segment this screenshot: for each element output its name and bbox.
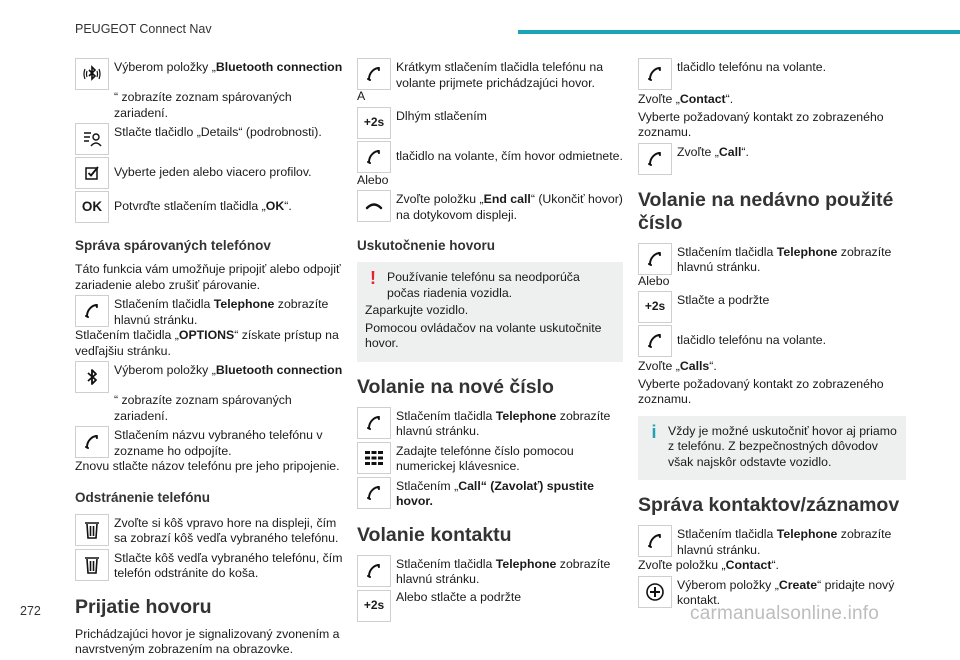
- text-bold: Contact: [725, 558, 772, 572]
- phone-icon: [638, 325, 672, 357]
- select-contact: Vyberte požadovaný kontakt zo zobrazeného zoznamu.: [638, 109, 884, 139]
- column-1: [75, 58, 343, 660]
- text: Zvoľte „: [638, 92, 680, 106]
- text-bold: Create: [778, 577, 818, 592]
- step-trash-2: [75, 549, 343, 582]
- bt2-continue: “ zobrazíte zoznam spárovaných zariadení.: [114, 393, 292, 423]
- text: Výberom položky „: [114, 363, 216, 377]
- phone-icon: [638, 243, 672, 275]
- step-telephone: [357, 407, 623, 440]
- phone-icon: [75, 295, 109, 327]
- plus-2s-icon: +2s: [357, 590, 391, 622]
- keypad-icon: [357, 442, 391, 474]
- watermark: carmanualsonline.info: [690, 603, 880, 624]
- text-bold: Contact: [679, 92, 726, 106]
- text-bold: End call: [483, 192, 531, 206]
- details-text: Stlačte tlačidlo „Details“ (podrobnosti).: [114, 125, 322, 139]
- plus-2s-icon: +2s: [357, 107, 391, 139]
- text: Stlačením tlačidla: [677, 244, 777, 259]
- text-bold: Telephone: [495, 556, 557, 571]
- text: zobrazíte hlavnú stránku.: [114, 297, 329, 327]
- wheel2-text: tlačidlo telefónu na volante.: [677, 333, 827, 347]
- warning-text: Používanie telefónu sa neodporúča počas riadenia vozidla.: [387, 270, 580, 300]
- plus-circle-icon: [638, 576, 672, 608]
- warning-text: Zaparkujte vozidlo.: [365, 303, 469, 317]
- text: zobrazíte hlavnú stránku.: [677, 527, 892, 557]
- step-bt-connection: [75, 361, 343, 393]
- text: Stlačením „: [396, 478, 459, 493]
- step-short-press: [357, 58, 623, 91]
- text: zobrazíte hlavnú stránku.: [677, 244, 892, 274]
- text-bold: OPTIONS: [178, 328, 235, 342]
- header-accent-bar: [518, 30, 960, 34]
- step-reject: [357, 141, 623, 173]
- text: Potvrďte stlačením tlačidla „: [114, 199, 266, 213]
- ok-icon: OK: [75, 191, 109, 223]
- text: zobrazíte hlavnú stránku.: [396, 408, 611, 438]
- heading-remove-phone: Odstránenie telefónu: [75, 489, 211, 505]
- header-title: PEUGEOT Connect Nav: [75, 22, 212, 36]
- step-telephone-2: [357, 555, 623, 588]
- info-note: [638, 416, 906, 481]
- manage-desc: Táto funkcia vám umožňuje pripojiť alebo odpojiť zariadenie alebo zrušiť párovanie.: [75, 262, 341, 292]
- phone-icon: [638, 525, 672, 557]
- heading-receive-call: Prijatie hovoru: [75, 595, 212, 618]
- phone-icon: [75, 426, 109, 458]
- step-profiles: [75, 157, 343, 189]
- info-text: Vždy je možné uskutočniť hovor aj priamo z telefónu. Z bezpečnostných dôvodov však najskôr odstavte vozidlo.: [668, 423, 897, 469]
- column-3: [638, 58, 906, 611]
- step-end-call: [357, 190, 623, 223]
- text: Stlačením tlačidla: [396, 408, 496, 423]
- keypad-text: Zadajte telefónne číslo pomocou numerickej klávesnice.: [396, 443, 574, 473]
- long-press-text: Dlhým stlačením: [396, 108, 487, 123]
- text-bold: Bluetooth connection: [215, 363, 343, 377]
- or-hold-text: Alebo stlačte a podržte: [396, 589, 522, 604]
- text: Zvoľte položku „: [638, 558, 726, 572]
- phone-icon: [357, 555, 391, 587]
- heading-recent-number: Volanie na nedávno použité číslo: [638, 188, 894, 234]
- text: “.: [741, 144, 749, 159]
- text: zobrazíte hlavnú stránku.: [396, 556, 611, 586]
- step-bt-select: [75, 58, 343, 90]
- press-hold-text: Stlačte a podržte: [677, 293, 770, 307]
- column-2: [357, 58, 623, 624]
- or-text: Alebo: [357, 172, 389, 187]
- text-bold: Calls: [679, 359, 710, 373]
- text: “.: [284, 199, 292, 213]
- text: “ pridajte nový kontakt.: [677, 577, 895, 607]
- plus-2s-icon: +2s: [638, 291, 672, 323]
- text-bold: Call: [718, 144, 742, 159]
- text: “.: [771, 558, 779, 572]
- text: Výberom položky „: [677, 577, 779, 592]
- step-telephone: [75, 295, 343, 328]
- text-bold: Telephone: [776, 244, 838, 259]
- bluetooth-wifi-icon: [75, 58, 109, 90]
- step-telephone-2: [638, 525, 906, 558]
- trash-icon: [75, 514, 109, 546]
- step-long-press: [357, 107, 623, 139]
- step-choose-call: [638, 143, 906, 175]
- text: “ (Ukončiť hovor) na dotykovom displeji.: [396, 192, 623, 222]
- step-confirm: [75, 191, 343, 223]
- select-contact-2: Vyberte požadovaný kontakt zo zobrazeného zoznamu.: [638, 376, 884, 406]
- step-details: [75, 123, 343, 155]
- heading-make-call: Uskutočnenie hovoru: [357, 238, 496, 253]
- text-bold: Telephone: [495, 408, 557, 423]
- reconnect-text: Znovu stlačte názov telefónu pre jeho pripojenie.: [75, 459, 340, 473]
- trash-icon: [75, 549, 109, 581]
- text: Stlačením tlačidla: [396, 556, 496, 571]
- step-wheel-2: [638, 325, 906, 357]
- text: Stlačením tlačidla „: [75, 328, 179, 342]
- short-press-text: Krátkym stlačením tlačidla telefónu na volante prijmete prichádzajúci hovor.: [396, 60, 604, 90]
- or-text: Alebo: [638, 273, 670, 288]
- text: “.: [725, 92, 734, 106]
- warning-note: [357, 262, 623, 362]
- text-bold: OK: [265, 199, 285, 213]
- step-telephone: [638, 243, 906, 276]
- step-press-hold: [638, 291, 906, 323]
- trash2-text: Stlačte kôš vedľa vybraného telefónu, čím telefón odstránite do koša.: [114, 550, 343, 580]
- step-trash-1: [75, 514, 343, 547]
- details-list-icon: [75, 123, 109, 155]
- text: “ získate prístup na vedľajšiu stránku.: [75, 328, 339, 358]
- text: Výberom položky „: [114, 60, 216, 74]
- bluetooth-icon: [75, 361, 109, 393]
- heading-manage-phones: Správa spárovaných telefónov: [75, 238, 271, 253]
- or-a: A: [357, 89, 366, 103]
- text: “.: [709, 359, 717, 373]
- text: Zvoľte položku „: [396, 192, 484, 206]
- phone-icon: [357, 141, 391, 173]
- text: Zvoľte „: [638, 359, 680, 373]
- heading-manage-contacts: Správa kontaktov/záznamov: [638, 494, 900, 516]
- disconnect-text: Stlačením názvu vybraného telefónu v zozname ho odpojíte.: [114, 428, 323, 458]
- text: Zvoľte „: [677, 144, 719, 159]
- wheel-text: tlačidlo telefónu na volante.: [677, 60, 827, 74]
- phone-icon: [357, 407, 391, 439]
- step-keypad: [357, 442, 623, 475]
- text-bold: Call“ (Zavolať) spustite hovor.: [396, 478, 594, 508]
- warning-text: Pomocou ovládačov na volante uskutočnite hovor.: [365, 320, 602, 350]
- phone-icon: [357, 477, 391, 509]
- profiles-text: Vyberte jeden alebo viacero profilov.: [114, 165, 312, 179]
- phone-icon: [638, 58, 672, 90]
- step-hold: [357, 590, 623, 622]
- text-bold: Telephone: [776, 527, 838, 541]
- text: Stlačením tlačidla: [114, 297, 214, 311]
- receive-desc: Prichádzajúci hovor je signalizovaný zvonením a navrstveným zobrazením na obrazovke.: [75, 626, 340, 656]
- step-wheel: [638, 58, 906, 90]
- bt-select-continue: “ zobrazíte zoznam spárovaných zariadení.: [114, 90, 292, 120]
- step-disconnect: [75, 426, 343, 459]
- step-call: [357, 477, 623, 510]
- text-bold: Telephone: [213, 297, 275, 311]
- warning-icon: !: [370, 268, 376, 288]
- heading-new-number: Volanie na nové číslo: [357, 375, 554, 398]
- reject-text: tlačidlo na volante, čím hovor odmietnete.: [396, 148, 623, 163]
- info-icon: i: [651, 421, 657, 442]
- hang-up-icon: [357, 190, 391, 222]
- checkbox-icon: [75, 157, 109, 189]
- heading-call-contact: Volanie kontaktu: [357, 523, 512, 546]
- page-number: 272: [20, 604, 41, 618]
- phone-icon: [638, 143, 672, 175]
- text: Stlačením tlačidla: [677, 527, 777, 541]
- trash1-text: Zvoľte si kôš vpravo hore na displeji, čím sa zobrazí kôš vedľa vybraného telefónu.: [114, 515, 339, 545]
- text-bold: Bluetooth connection: [215, 60, 343, 74]
- phone-icon: [357, 58, 391, 90]
